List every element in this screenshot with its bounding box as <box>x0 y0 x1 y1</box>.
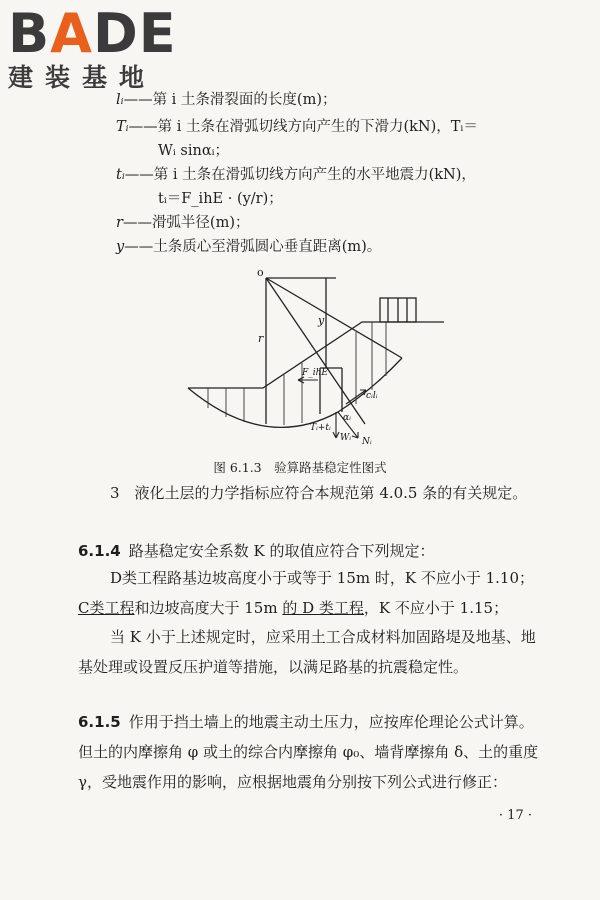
label-height-y: y <box>318 314 325 327</box>
definition-symbol: y <box>116 239 125 255</box>
label-alpha: αᵢ <box>343 413 351 423</box>
section-text: 作用于挡土墙上的地震主动土压力，应按库伦理论公式计算。但土的内摩擦角 φ 或土的综合内摩擦角 φ₀、墙背摩擦角 δ、土的重度 γ，受地震作用的影响，应根据地震角分别按下列公式进行修正： <box>78 713 539 791</box>
section-text: 路基稳定安全系数 K 的取值应符合下列规定： <box>128 542 435 560</box>
definition-text: ——滑弧半径(m)； <box>122 215 250 231</box>
definition-text: ——土条质心至滑弧圆心垂直距离(m)。 <box>124 239 382 255</box>
definition-symbol: r <box>116 215 123 231</box>
k-rule-d-class: 的 D 类工程 <box>282 599 364 617</box>
ground-outline <box>188 322 444 388</box>
definition-text: ——第 i 土条滑裂面的长度(m)； <box>123 92 337 108</box>
label-force-F: F_ihE <box>302 368 328 378</box>
section-number: 6.1.4 <box>78 542 121 560</box>
radius-line <box>266 278 402 358</box>
definition-text: ——第 i 土条在滑弧切线方向产生的水平地震力(kN)， <box>124 167 476 183</box>
paragraph-clause-3: 3 液化土层的力学指标应符合本规范第 4.0.5 条的有关规定。 <box>110 484 528 502</box>
definition-symbol: lᵢ <box>116 92 124 108</box>
definition-symbol: Tᵢ <box>116 119 129 135</box>
paragraph-k-values <box>78 563 540 623</box>
logo-subtitle: 建装基地 <box>8 63 157 92</box>
k-rule-c-class: C类工程 <box>78 599 135 617</box>
section-6-1-4 <box>78 536 540 566</box>
k-rule-1: D类工程路基边坡高度小于或等于 15m 时，K 不应小于 1.10； <box>110 569 535 587</box>
definition-continuation <box>158 141 229 161</box>
label-radius-r: r <box>258 332 264 345</box>
section-6-1-5 <box>78 707 540 797</box>
logo-wordmark: BADE <box>8 2 177 65</box>
k-rule-text: 和边坡高度大于 15m <box>134 599 283 617</box>
definition-row <box>116 165 476 185</box>
definition-text: Wᵢ sinαᵢ； <box>158 143 230 159</box>
definition-text: ——第 i 土条在滑弧切线方向产生的下滑力(kN)，Tᵢ＝ <box>128 119 478 135</box>
label-center-o: o <box>257 266 264 279</box>
radius-line <box>266 278 365 424</box>
definition-symbol: tᵢ <box>116 167 125 183</box>
slope-stability-diagram <box>160 262 460 450</box>
definition-row <box>116 237 381 257</box>
figure-caption: 图 6.1.3 验算路基稳定性图式 <box>213 460 387 475</box>
definition-row <box>116 213 250 233</box>
section-number: 6.1.5 <box>78 713 121 731</box>
definition-continuation <box>158 189 283 209</box>
label-N: Nᵢ <box>362 437 372 447</box>
paragraph-k-measures: 当 K 小于上述规定时，应采用土工合成材料加固路堤及地基、地基处理或设置反压护道等措施，以满足路基的抗震稳定性。 <box>78 628 536 676</box>
page-number: · 17 · <box>498 808 532 823</box>
brand-logo <box>8 2 177 92</box>
label-cohesion: cᵢlᵢ <box>366 391 378 401</box>
definition-text: tᵢ＝F_ihE · (y/r)； <box>158 191 283 207</box>
label-T: Tᵢ+tᵢ <box>310 423 331 433</box>
label-W: Wᵢ <box>340 433 352 443</box>
definition-row <box>116 90 336 110</box>
k-rule-limit: ，K 不应小于 1.15； <box>363 599 509 617</box>
definition-row <box>116 117 478 137</box>
